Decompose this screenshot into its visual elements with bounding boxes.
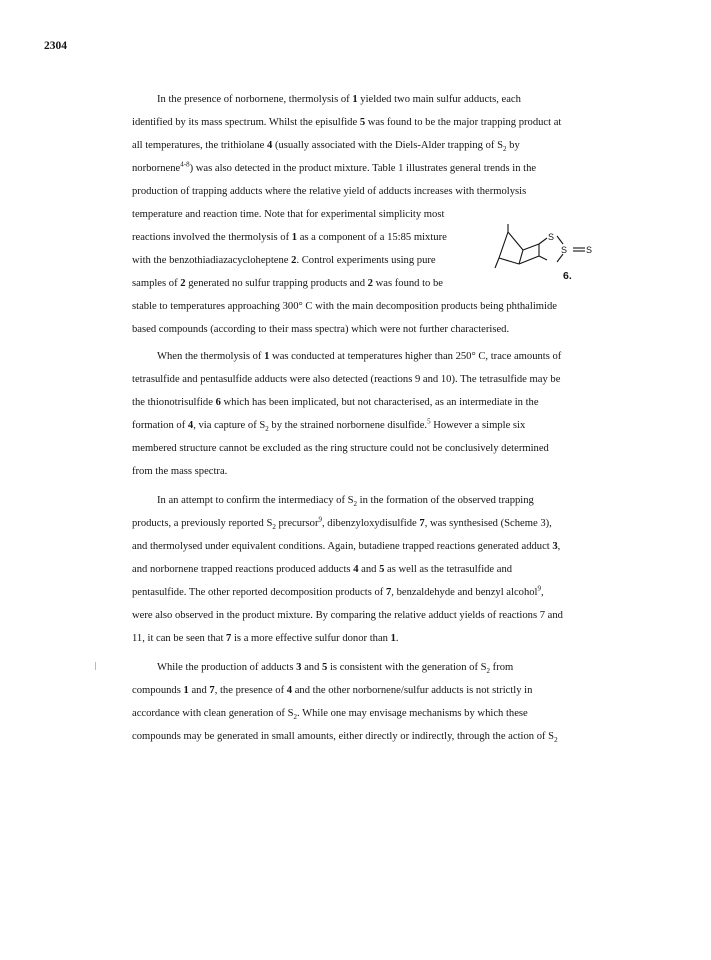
text-line: In an attempt to confirm the intermediacy of $S_2$ in the formation of the observed trapping xyxy=(157,495,534,509)
text-line: and norbornene trapped reactions produced adducts 4 and 5 as well as the tetrasulfide and xyxy=(132,564,513,575)
norbornane-skeleton xyxy=(495,224,585,268)
text-line: norbornene$^{4-8}$) was also detected in the product mixture. Table 1 illustrates general trends in the xyxy=(132,160,537,174)
text-line: reactions involved the thermolysis of 1 as a component of a 15:85 mixture xyxy=(132,232,447,243)
text-line: samples of 2 generated no sulfur trapping products and 2 was found to be xyxy=(132,278,443,289)
text-line: production of trapping adducts where the relative yield of adducts increases with thermolysis xyxy=(132,186,527,197)
text-line: compounds 1 and 7, the presence of 4 and the other norbornene/sulfur adducts is not strictly in xyxy=(132,685,533,696)
text-line: the thionotrisulfide 6 which has been implicated, but not characterised, as an intermediate in the xyxy=(132,397,539,408)
thionotrisulfide-structure xyxy=(493,222,603,284)
sulfur-atom-ring: S xyxy=(561,245,568,255)
page-number: 2304 xyxy=(44,40,67,52)
text-line: identified by its mass spectrum. Whilst the episulfide 5 was found to be the major trapping product at xyxy=(132,117,562,128)
text-line: from the mass spectra. xyxy=(132,466,228,477)
text-line: tetrasulfide and pentasulfide adducts were also detected (reactions 9 and 10). The tetrasulfide may be xyxy=(132,374,561,385)
text-line: While the production of adducts 3 and 5 is consistent with the generation of $S_2$ from xyxy=(157,662,514,676)
paragraph-3 xyxy=(132,489,600,650)
sulfur-atom-exo: S xyxy=(586,245,593,255)
text-line: pentasulfide. The other reported decomposition products of 7, benzaldehyde and benzyl alcohol$^9$, xyxy=(132,584,544,598)
sulfur-atom-top: S xyxy=(548,232,555,242)
text-line: compounds may be generated in small amounts, either directly or indirectly, through the action of $S_2$ xyxy=(132,731,558,745)
text-line: based compounds (according to their mass spectra) which were not further characterised. xyxy=(132,324,510,335)
text-line: 11, it can be seen that 7 is a more effective sulfur donor than 1. xyxy=(132,633,399,644)
text-line: temperature and reaction time. Note that for experimental simplicity most xyxy=(132,209,445,220)
text-line: were also observed in the product mixture. By comparing the relative adduct yields of reactions 7 and xyxy=(132,610,563,621)
paragraph-4 xyxy=(132,656,600,748)
text-line: all temperatures, the trithiolane 4 (usually associated with the Diels-Alder trapping of $S_2$ by xyxy=(132,140,520,154)
text-line: and thermolysed under equivalent conditions. Again, butadiene trapped reactions generated adduct 3, xyxy=(132,541,561,552)
text-line: accordance with clean generation of $S_2$. While one may envisage mechanisms by which these xyxy=(132,708,528,722)
text-line: products, a previously reported $S_2$ precursor$^9$, dibenzyloxydisulfide 7, was synthesised (Scheme 3), xyxy=(132,515,552,532)
text-line: formation of 4, via capture of $S_2$ by the strained norbornene disulfide.$^5$ However a simple six xyxy=(132,417,526,434)
paragraph-1 xyxy=(132,88,600,341)
paragraph-2 xyxy=(132,345,600,483)
text-line: In the presence of norbornene, thermolysis of 1 yielded two main sulfur adducts, each xyxy=(157,94,521,105)
text-line: When the thermolysis of 1 was conducted at temperatures higher than 250° C, trace amounts of xyxy=(157,351,562,362)
text-line: stable to temperatures approaching 300° C with the main decomposition products being phthalimide xyxy=(132,301,557,312)
text-line: membered structure cannot be excluded as the ring structure could not be conclusively determined xyxy=(132,443,549,454)
margin-mark xyxy=(95,662,96,670)
text-line: with the benzothiadiazacycloheptene 2. Control experiments using pure xyxy=(132,255,436,266)
compound-label: 6. xyxy=(563,270,572,282)
